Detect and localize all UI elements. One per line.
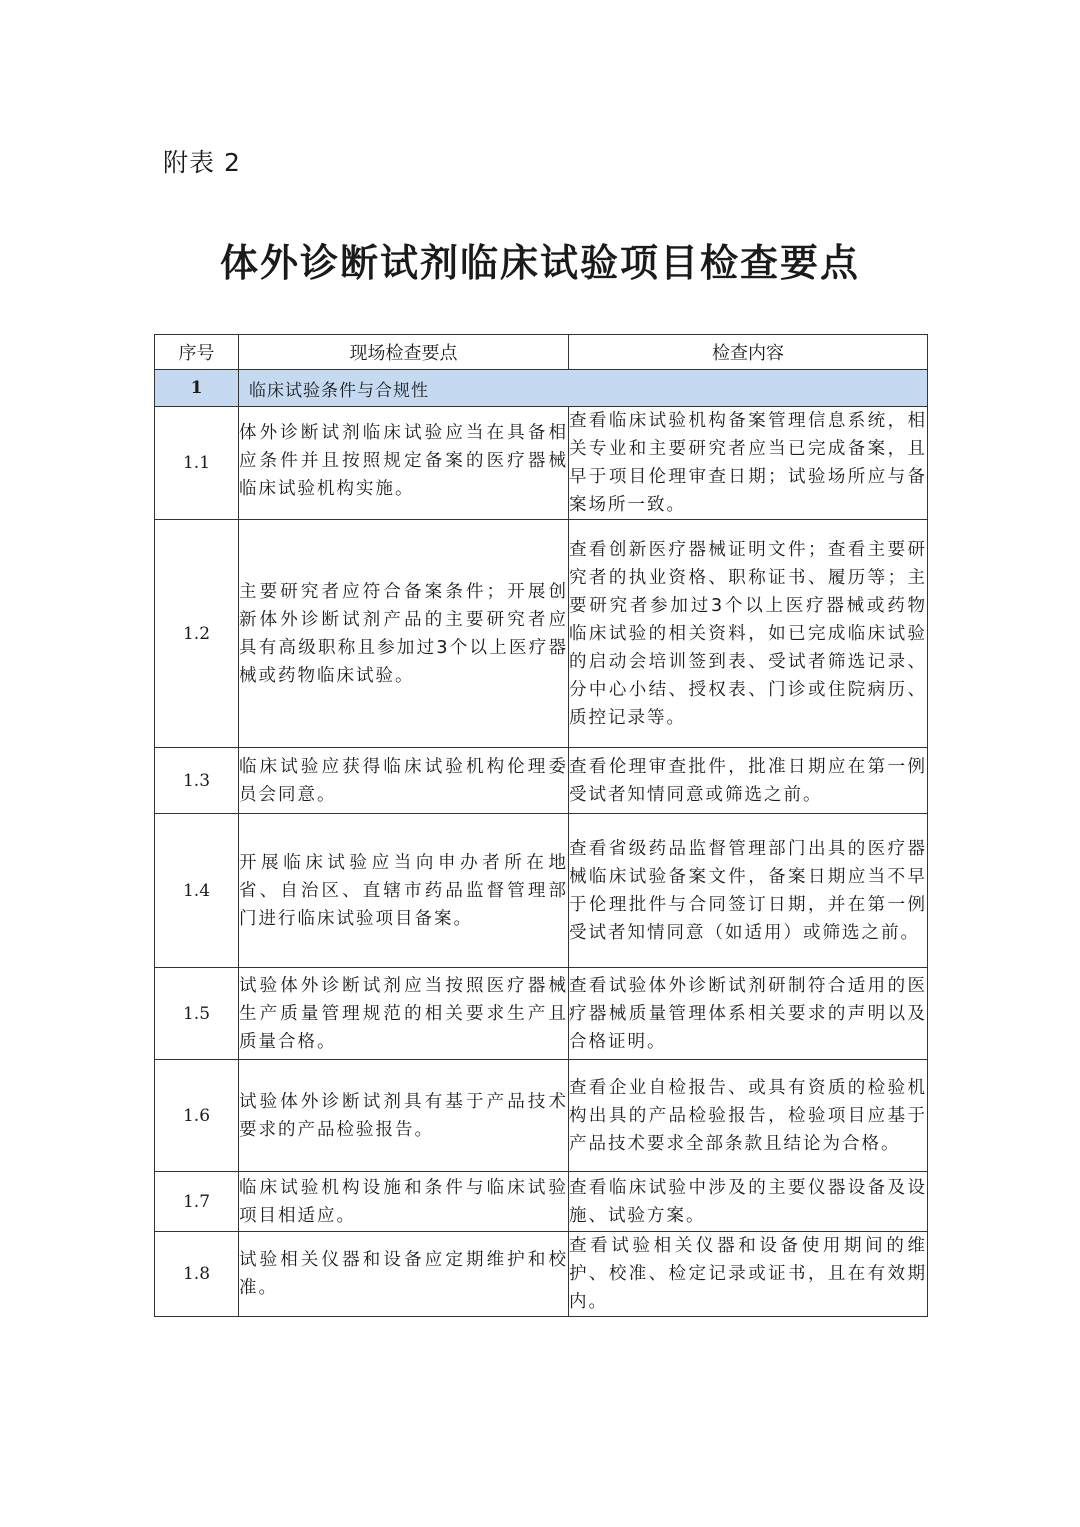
row-number: 1.8 bbox=[155, 1232, 239, 1317]
row-number: 1.3 bbox=[155, 748, 239, 814]
header-number: 序号 bbox=[155, 335, 239, 370]
inspection-table bbox=[154, 334, 928, 1317]
row-inspection-point: 试验相关仪器和设备应定期维护和校准。 bbox=[239, 1232, 569, 1317]
row-number: 1.2 bbox=[155, 520, 239, 748]
row-inspection-content: 查看省级药品监督管理部门出具的医疗器械临床试验备案文件，备案日期应当不早于伦理批件与合同签订日期，并在第一例受试者知情同意（如适用）或筛选之前。 bbox=[569, 814, 928, 968]
header-inspection-content: 检查内容 bbox=[569, 335, 928, 370]
table-row bbox=[155, 968, 928, 1060]
row-inspection-point: 试验体外诊断试剂应当按照医疗器械生产质量管理规范的相关要求生产且质量合格。 bbox=[239, 968, 569, 1060]
table-row bbox=[155, 748, 928, 814]
table-row bbox=[155, 520, 928, 748]
row-number: 1.6 bbox=[155, 1060, 239, 1172]
section-row bbox=[155, 370, 928, 407]
table-header-row bbox=[155, 335, 928, 370]
row-inspection-point: 开展临床试验应当向申办者所在地省、自治区、直辖市药品监督管理部门进行临床试验项目备案。 bbox=[239, 814, 569, 968]
row-inspection-content: 查看企业自检报告、或具有资质的检验机构出具的产品检验报告，检验项目应基于产品技术要求全部条款且结论为合格。 bbox=[569, 1060, 928, 1172]
table-row bbox=[155, 814, 928, 968]
section-label: 临床试验条件与合规性 bbox=[239, 370, 928, 407]
row-inspection-content: 查看试验体外诊断试剂研制符合适用的医疗器械质量管理体系相关要求的声明以及合格证明。 bbox=[569, 968, 928, 1060]
row-number: 1.7 bbox=[155, 1172, 239, 1232]
row-number: 1.1 bbox=[155, 407, 239, 520]
section-number: 1 bbox=[155, 370, 239, 407]
table-row bbox=[155, 1232, 928, 1317]
row-number: 1.4 bbox=[155, 814, 239, 968]
row-inspection-point: 临床试验应获得临床试验机构伦理委员会同意。 bbox=[239, 748, 569, 814]
row-inspection-content: 查看创新医疗器械证明文件；查看主要研究者的执业资格、职称证书、履历等；主要研究者参加过3个以上医疗器械或药物临床试验的相关资料，如已完成临床试验的启动会培训签到表、受试者筛选记录、分中心小结、授权表、门诊或住院病历、质控记录等。 bbox=[569, 520, 928, 748]
table-row bbox=[155, 407, 928, 520]
row-inspection-point: 主要研究者应符合备案条件；开展创新体外诊断试剂产品的主要研究者应具有高级职称且参加过3个以上医疗器械或药物临床试验。 bbox=[239, 520, 569, 748]
row-inspection-point: 试验体外诊断试剂具有基于产品技术要求的产品检验报告。 bbox=[239, 1060, 569, 1172]
document-title: 体外诊断试剂临床试验项目检查要点 bbox=[219, 241, 860, 285]
row-inspection-point: 临床试验机构设施和条件与临床试验项目相适应。 bbox=[239, 1172, 569, 1232]
row-inspection-content: 查看临床试验机构备案管理信息系统，相关专业和主要研究者应当已完成备案，且早于项目伦理审查日期；试验场所应与备案场所一致。 bbox=[569, 407, 928, 520]
header-inspection-point: 现场检查要点 bbox=[239, 335, 569, 370]
row-number: 1.5 bbox=[155, 968, 239, 1060]
row-inspection-point: 体外诊断试剂临床试验应当在具备相应条件并且按照规定备案的医疗器械临床试验机构实施。 bbox=[239, 407, 569, 520]
table-row bbox=[155, 1172, 928, 1232]
annex-label: 附表 2 bbox=[163, 148, 241, 177]
row-inspection-content: 查看临床试验中涉及的主要仪器设备及设施、试验方案。 bbox=[569, 1172, 928, 1232]
row-inspection-content: 查看试验相关仪器和设备使用期间的维护、校准、检定记录或证书，且在有效期内。 bbox=[569, 1232, 928, 1317]
table-row bbox=[155, 1060, 928, 1172]
row-inspection-content: 查看伦理审查批件，批准日期应在第一例受试者知情同意或筛选之前。 bbox=[569, 748, 928, 814]
